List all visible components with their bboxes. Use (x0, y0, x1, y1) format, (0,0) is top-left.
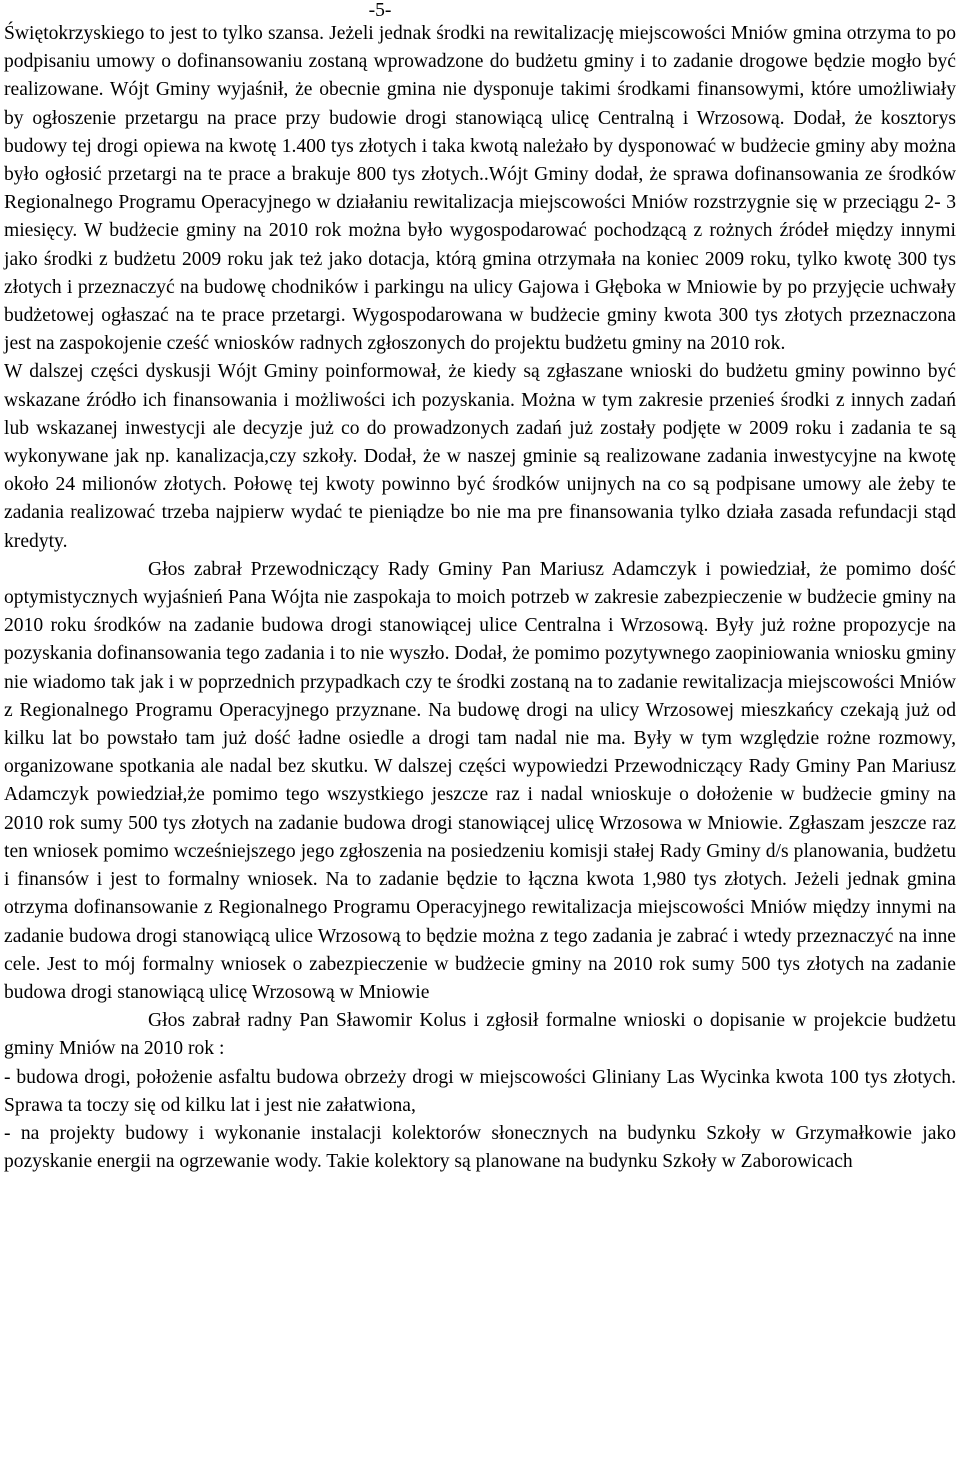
list-item-solar-collectors: - na projekty budowy i wykonanie instalacji kolektorów słonecznych na budynku Szkoły w Grzymałkowie jako pozyskanie energii na ogrzewanie wody. Takie kolektory są planowane na budynku Szkoły w Zaborowicach (4, 1122, 956, 1173)
page-number (4, 0, 956, 20)
list-item-road-gliniany-las: - budowa drogi, położenie asfaltu budowa obrzeży drogi w miejscowości Gliniany Las Wycinka kwota 100 tys złotych. Sprawa ta toczy się od kilku lat i jest nie załatwiona, (4, 1066, 956, 1116)
paragraph-budget-requests: W dalszej części dyskusji Wójt Gminy poinformował, że kiedy są zgłaszane wnioski do budżetu gminy powinno być wskazane źródło ich finansowania i możliwości ich pozyskania. Można w tym zakresie przenieś środki z innych zadań lub wskazanej inwestycji ale decyzje już co do prowadzonych zadań już zostały podjęte w 2009 roku i zadania te są wykonywane jak np. kanalizacja,czy szkoły. Dodał, że w naszej gminie są realizowane zadania inwestycyjne na kwotę około 24 milionów złotych. Połowę tej kwoty powinno być środków unijnych na co są podpisane umowy ale żeby te zadania realizować trzeba najpierw wydać te pieniądze bo nie ma pre finansowania tylko działa zasada refundacji stąd kredyty. (4, 361, 956, 552)
paragraph-chairman-speech: Głos zabrał Przewodniczący Rady Gminy Pan Mariusz Adamczyk i powiedział, że pomimo dość optymistycznych wyjaśnień Pana Wójta nie zaspokaja to moich potrzeb w zakresie zabezpieczenie w budżecie gminy na 2010 roku środków na zadanie budowa drogi stanowiącej ulice Centralna i Wrzosową. Były już rożne propozycje na pozyskania dofinansowania tego zadania i to nie wyszło. Dodał, że pomimo pozytywnego zaopiniowania wniosku gminy nie wiadomo tak jak i w poprzednich przypadkach czy te środki zostaną na to zadanie rewitalizacja miejscowości Mniów z Regionalnego Programu Operacyjnego przyznane. Na budowę drogi na ulicy Wrzosowej mieszkańcy czekają już od kilku lat bo powstało tam już dość ładne osiedle a drogi tam nadal nie ma. Były w tym względzie rożne rozmowy, organizowane spotkania ale nadal bez skutku. W dalszej części wypowiedzi Przewodniczący Rady Gminy Pan Mariusz Adamczyk powiedział,że pomimo tego wszystkiego jeszcze raz i nadal wnioskuje o dołożenie w budżecie gminy na 2010 rok sumy 500 tys złotych na zadanie budowa drogi stanowiącej ulicę Wrzosowa w Mniowie. Zgłaszam jeszcze raz ten wniosek pomimo wcześniejszego jego zgłoszenia na posiedzeniu komisji stałej Rady Gminy d/s planowania, budżetu i finansów i jest to formalny wniosek. Na to zadanie będzie to łączna kwota 1,980 tys złotych. Jeżeli jednak gmina otrzyma dofinansowanie z Regionalnego Programu Operacyjnego rewitalizacja miejscowości Mniów między innymi na zadanie budowa drogi stanowiącą ulice Wrzosową to będzie można z tego zadania je zabrać i wtedy przeznaczyć na inne cele. Jest to mój formalny wniosek o zabezpieczenie w budżecie gminy na 2010 rok sumy 500 tys złotych na zadanie budowa drogi stanowiącą ulicę Wrzosową w Mniowie (4, 558, 956, 1003)
page-number-text: -5- (368, 0, 392, 21)
paragraph-funding-road: Świętokrzyskiego to jest to tylko szansa. Jeżeli jednak środki na rewitalizację miejscowości Mniów gmina otrzyma to po podpisaniu umowy o dofinansowaniu zostaną wprowadzone do budżetu gminy i to zadanie drogowe będzie mogło być realizowane. Wójt Gminy wyjaśnił, że obecnie gmina nie dysponuje takimi środkami finansowymi, które umożliwiały by ogłoszenie przetargu na prace przy budowie drogi stanowiącą ulicę Centralną i Wrzosową. Dodał, że kosztorys budowy tej drogi opiewa na kwotę 1.400 tys złotych i taka kwotą należało by dysponować w budżecie gminy aby można było ogłosić przetargi na te prace a brakuje 800 tys złotych..Wójt Gminy dodał, że sprawa dofinansowania ze środków Regionalnego Programu Operacyjnego w działaniu rewitalizacja miejscowości Mniów rozstrzygnie się w przeciągu 2- 3 miesięcy. W budżecie gminy na 2010 rok można było wygospodarować pochodzącą z rożnych źródeł między innymi jako środki z budżetu 2009 roku jak też jako dotacja, którą gmina otrzymała na koniec 2009 roku, tylko kwotę 300 tys złotych i przeznaczyć na budowę chodników i parkingu na ulicy Gajowa i Głęboka w Mniowie by po przyjęcie uchwały budżetowej ogłaszać na te prace przetargi. Wygospodarowana w budżecie gminy kwota 300 tys złotych przeznaczona jest na zaspokojenie cześć wniosków radnych zgłoszonych do projektu budżetu gminy na 2010 rok. (4, 23, 956, 355)
paragraph-councillor-motion: Głos zabrał radny Pan Sławomir Kolus i zgłosił formalne wnioski o dopisanie w projekcie budżetu gminy Mniów na 2010 rok : (4, 1010, 956, 1060)
